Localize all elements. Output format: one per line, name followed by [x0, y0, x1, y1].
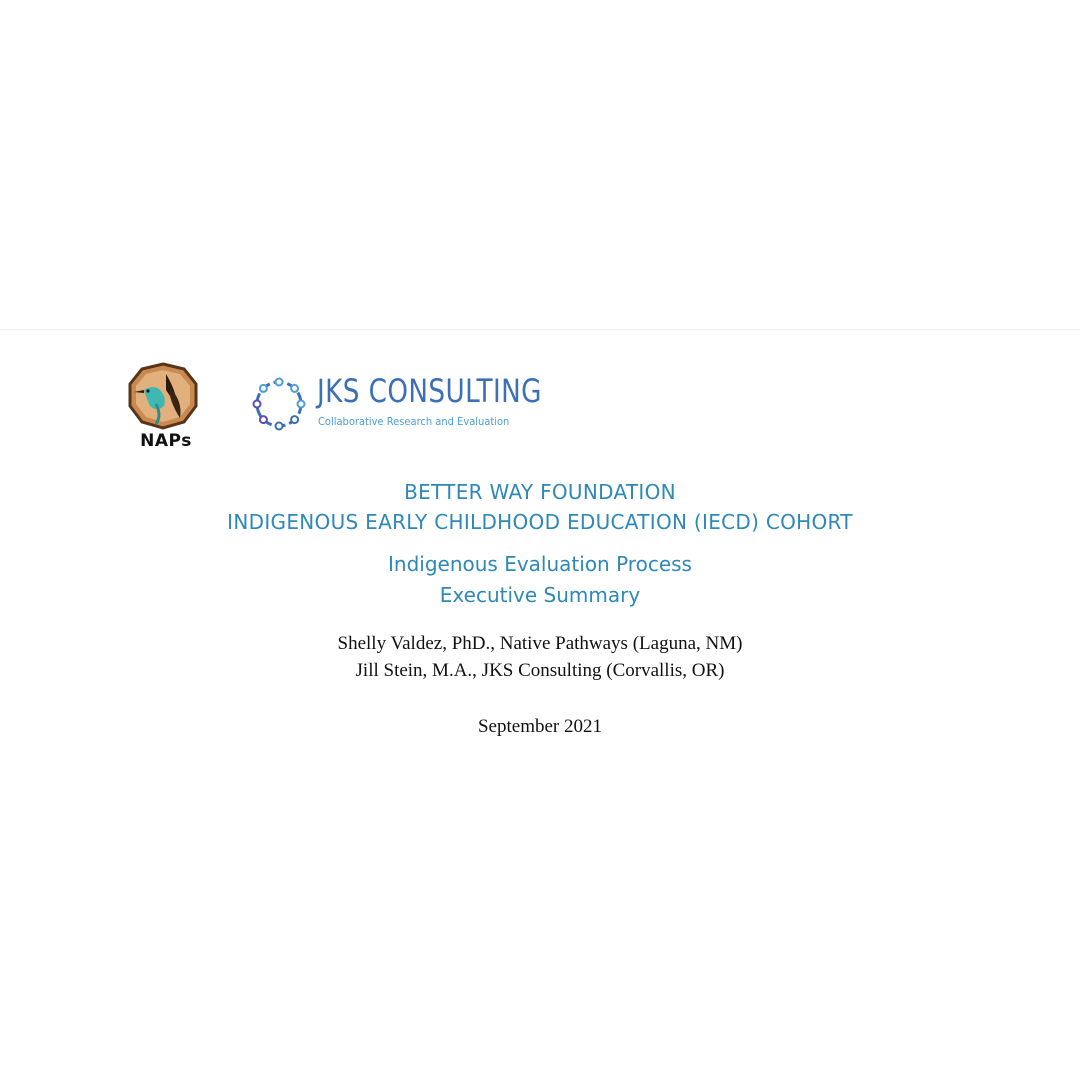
title-line-1: BETTER WAY FOUNDATION: [404, 480, 676, 504]
naps-logo-text: NAPs: [140, 431, 192, 451]
jks-circle-network-icon: [249, 374, 309, 434]
jks-logo-tagline: Collaborative Research and Evaluation: [318, 415, 510, 428]
publication-date: September 2021: [477, 716, 602, 737]
author-2: Jill Stein, M.A., JKS Consulting (Corvallis, OR): [355, 660, 725, 681]
naps-logo: [126, 362, 200, 452]
subtitle-line-1: Indigenous Evaluation Process: [388, 552, 692, 576]
author-1: Shelly Valdez, PhD., Native Pathways (Laguna, NM): [337, 633, 743, 654]
jks-consulting-logo: [249, 372, 569, 436]
naps-hummingbird-icon: [126, 362, 200, 432]
page-divider: [0, 329, 1080, 330]
subtitle-line-2: Executive Summary: [439, 583, 641, 607]
jks-logo-name: JKS CONSULTING: [317, 372, 542, 410]
title-line-2: INDIGENOUS EARLY CHILDHOOD EDUCATION (IECD) COHORT: [227, 510, 853, 534]
